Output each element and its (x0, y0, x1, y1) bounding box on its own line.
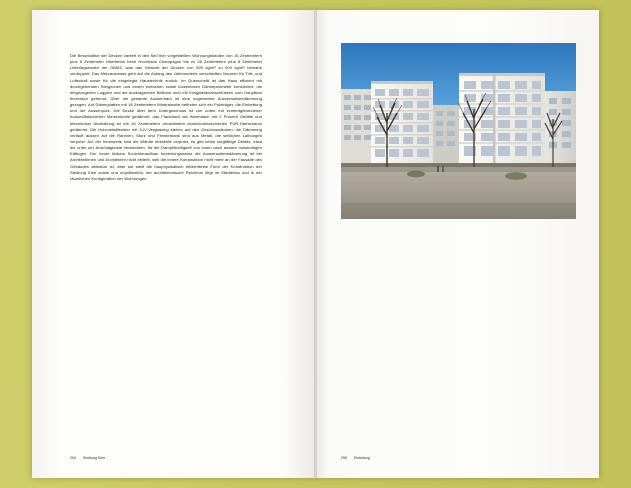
housing-estate-photo (341, 43, 576, 219)
right-page-footer (341, 456, 370, 460)
right-page (315, 10, 599, 478)
open-book-spread (32, 10, 599, 478)
page-number: 294 (70, 456, 76, 460)
page-number: 295 (341, 456, 347, 460)
running-head: Siedlung Klee (82, 456, 106, 460)
left-page (32, 10, 315, 478)
left-page-footer (70, 456, 105, 460)
book-gutter (314, 10, 317, 478)
body-text-column: Die Betonstärke der Decken variiert in den fünf hier vorgestellten Wohnungsbauten von 16 Zentimetern plus 5 Zentimeter Überbeton beim Hochhaus Champagne bis zu 28 Zentimetern plus 8 Zentimeter Unterlagsboden der GBMZ, was das Gewicht der Decken von 525 kg/m² zu 900 kg/m² beinahe verdoppelt. Das Mehrausmass geht auf die Anfang des Jahrhunderts verschärften Normen für Tritt- und Luftschall sowie für die eingelegte Haustechnik zurück. Im Querschnitt ist das Haus effizient mit durchgehenden Steigzonen und einem einfachen sowie lückenlosen Dämmperimeter konstruiert, die eingezogenen Loggien und die auskragenden Balkone sind mit Kragplattenanschlüssen vom Hauptbau thermisch getrennt. Über die gesamte Aussenhaut ist eine sogenannte Aussenwärmedämmung gezogen. Auf Dämmplatten mit 18 Zentimetern Mineralwolle befinden sich ein Putzträger, die Einbettung und der Aussenputz. Die Decke über dem Untergeschoss ist von unten mit zementgebundener holzwollkaschierter Mineralwolle gedämmt, das Flachdach als Warmdach mit 2 Prozent Gefälle und bituminöser Abdichtung ist mit 16 Zentimetern drucktestem aluminiumkaschierten PUR-Hartschaum gedämmt. Die Holzmetallfenster mit 3-IV-Verglasung stehen auf den Geschossdecken, die Dämmung verläuft aussen auf die Rahmen, Sturz und Fensterbank sind aus Metall, die seitlichen Laibungen verputzt. Auf der Innenseite sind die Wände ebenfalls verputzt, es gibt keine sorgfältige Details, etwa die unter der Anschlagleiste versteckten, für die Dampfdichtigkeit von innen nach aussen notwendigen Kittfugen. Der heute übliche Schichtenaufbau beziehungsweise die Aussenwärmedämmung ist bei Architektinnen und Architekten nicht beliebt, weil die innere Konstruktion nicht mehr an der Fassade des Gebäudes ablesbar ist, aber sie stellt die bauphysikalisch effizienteste Form der Konstruktion der Siedlung Klee solide und unprätentiös, der architektonische Reichtum liegt im Städtebau und in der räumlichen Konfiguration der Wohnungen. (70, 53, 264, 181)
running-head: Einleitung (353, 456, 370, 460)
